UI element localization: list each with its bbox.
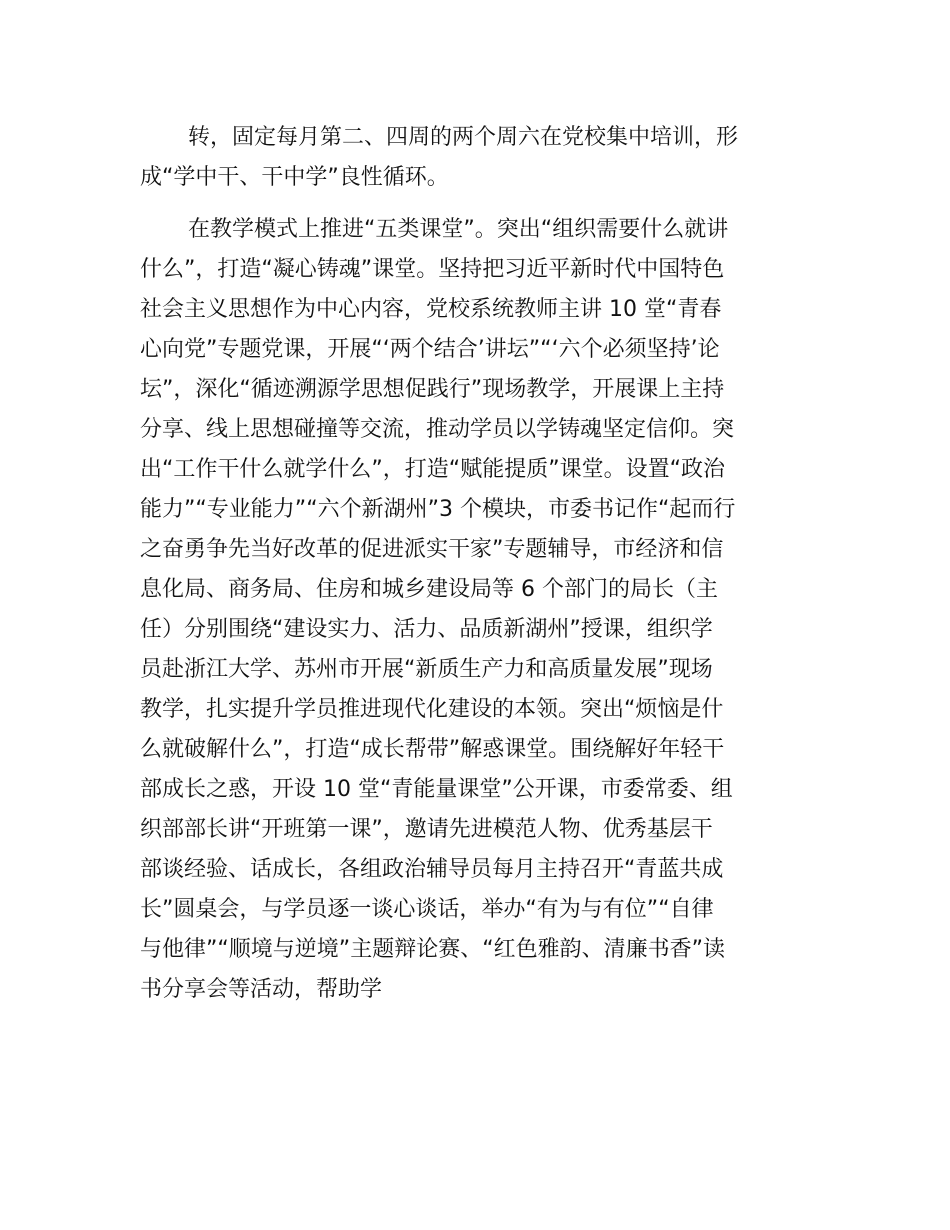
text-line: 在教学模式上推进“五类课堂”。突出“组织需要什么就讲 (188, 217, 729, 242)
paragraph-1 (140, 118, 820, 198)
text-line: 员赴浙江大学、苏州市开展“新质生产力和高质量发展”现场 (140, 657, 713, 682)
text-line: 出“工作干什么就学什么”，打造“赋能提质”课堂。设置“政治 (140, 457, 725, 482)
text-line: 能力”“专业能力”“六个新湖州”3 个模块，市委书记作“起而行 (140, 497, 736, 522)
text-line: 分享、线上思想碰撞等交流，推动学员以学铸魂坚定信仰。突 (140, 417, 735, 442)
text-line: 社会主义思想作为中心内容，党校系统教师主讲 10 堂“青春 (140, 297, 722, 322)
text-line: 转，固定每月第二、四周的两个周六在党校集中培训，形 (188, 125, 739, 150)
text-line: 教学，扎实提升学员推进现代化建设的本领。突出“烦恼是什 (140, 697, 724, 722)
text-line: 坛”，深化“循迹溯源学思想促践行”现场教学，开展课上主持 (140, 377, 725, 402)
text-line: 任）分别围绕“建设实力、活力、品质新湖州”授课，组织学 (140, 617, 713, 642)
text-line: 心向党”专题党课，开展“‘两个结合’讲坛”“‘六个必须坚持’论 (140, 337, 720, 362)
text-line: 与他律”“顺境与逆境”主题辩论赛、“红色雅韵、清廉书香”读 (140, 937, 725, 962)
text-line: 么就破解什么”，打造“成长帮带”解惑课堂。围绕解好年轻干 (140, 737, 725, 762)
text-line: 息化局、商务局、住房和城乡建设局等 6 个部门的局长（主 (140, 577, 718, 602)
text-line: 部谈经验、话成长，各组政治辅导员每月主持召开“青蓝共成 (140, 857, 724, 882)
document-body (140, 118, 820, 1010)
text-line: 长”圆桌会，与学员逐一谈心谈话，举办“有为与有位”“自律 (140, 897, 714, 922)
text-line: 成“学中干、干中学”良性循环。 (140, 165, 449, 190)
text-line: 部成长之惑，开设 10 堂“青能量课堂”公开课，市委常委、组 (140, 777, 733, 802)
text-line: 书分享会等活动，帮助学 (140, 977, 383, 1002)
text-line: 之奋勇争先当好改革的促进派实干家”专题辅导，市经济和信 (140, 537, 724, 562)
paragraph-2 (140, 210, 820, 1010)
text-line: 什么”，打造“凝心铸魂”课堂。坚持把习近平新时代中国特色 (140, 257, 725, 282)
text-line: 织部部长讲“开班第一课”，邀请先进模范人物、优秀基层干 (140, 817, 713, 842)
